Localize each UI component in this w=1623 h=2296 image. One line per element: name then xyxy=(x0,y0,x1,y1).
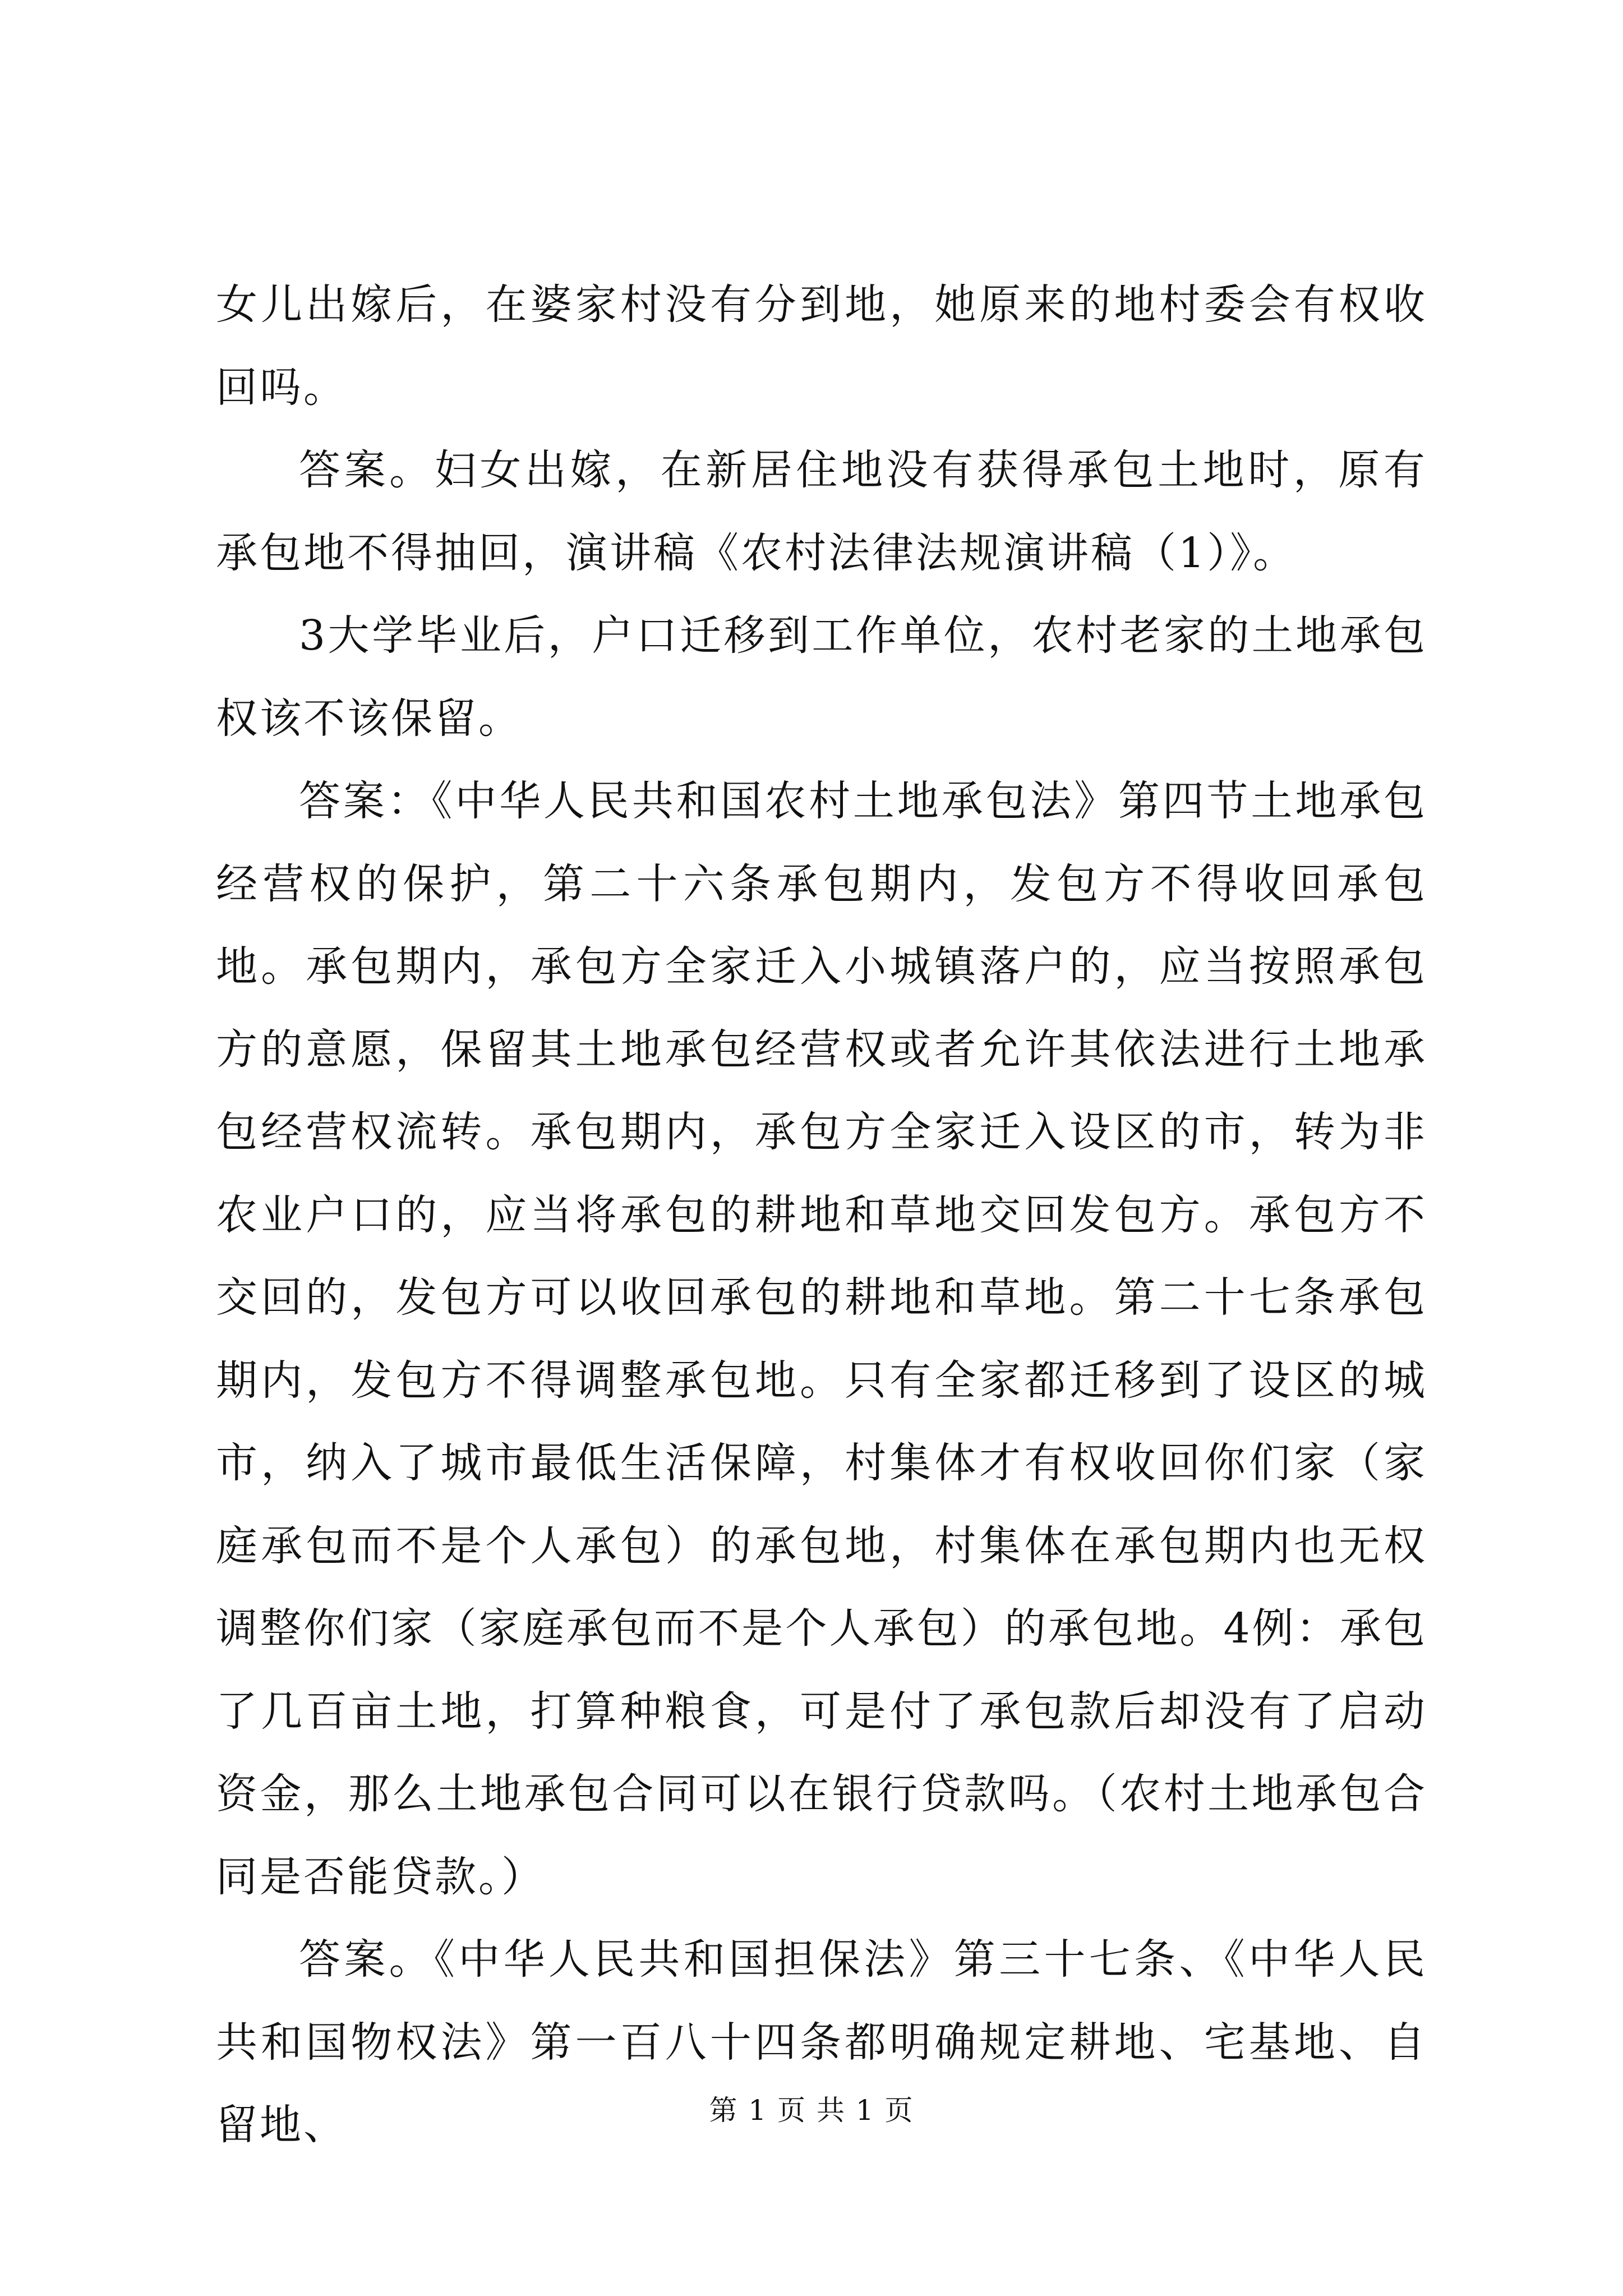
paragraph-4: 答案：《中华人民共和国农村土地承包法》第四节土地承包经营权的保护，第二十六条承包期内，发包方不得收回承包地。承包期内，承包方全家迁入小城镇落户的，应当按照承包方的意愿，保留其土地承包经营权或者允许其依法进行土地承包经营权流转。承包期内，承包方全家迁入设区的市，转为非农业户口的，应当将承包的耕地和草地交回发包方。承包方不交回的，发包方可以收回承包的耕地和草地。第二十七条承包期内，发包方不得调整承包地。只有全家都迁移到了设区的城市，纳入了城市最低生活保障，村集体才有权收回你们家（家庭承包而不是个人承包）的承包地，村集体在承包期内也无权调整你们家（家庭承包而不是个人承包）的承包地。4例：承包了几百亩土地，打算种粮食，可是付了承包款后却没有了启动资金，那么土地承包合同可以在银行贷款吗。（农村土地承包合同是否能贷款。） xyxy=(216,777,1427,1901)
paragraph-1: 女儿出嫁后，在婆家村没有分到地，她原来的地村委会有权收回吗。 xyxy=(216,280,1427,412)
page-footer: 第 1 页 共 1 页 xyxy=(709,2094,914,2127)
document-body xyxy=(216,264,1427,2167)
paragraph-5: 答案。《中华人民共和国担保法》第三十七条、《中华人民共和国物权法》第一百八十四条都明确规定耕地、宅基地、自留地、 xyxy=(216,1935,1427,2149)
paragraph-3: 3大学毕业后，户口迁移到工作单位，农村老家的土地承包权该不该保留。 xyxy=(216,611,1427,743)
paragraph-2: 答案。妇女出嫁，在新居住地没有获得承包土地时，原有承包地不得抽回，演讲稿《农村法律法规演讲稿（1）》。 xyxy=(216,446,1427,577)
